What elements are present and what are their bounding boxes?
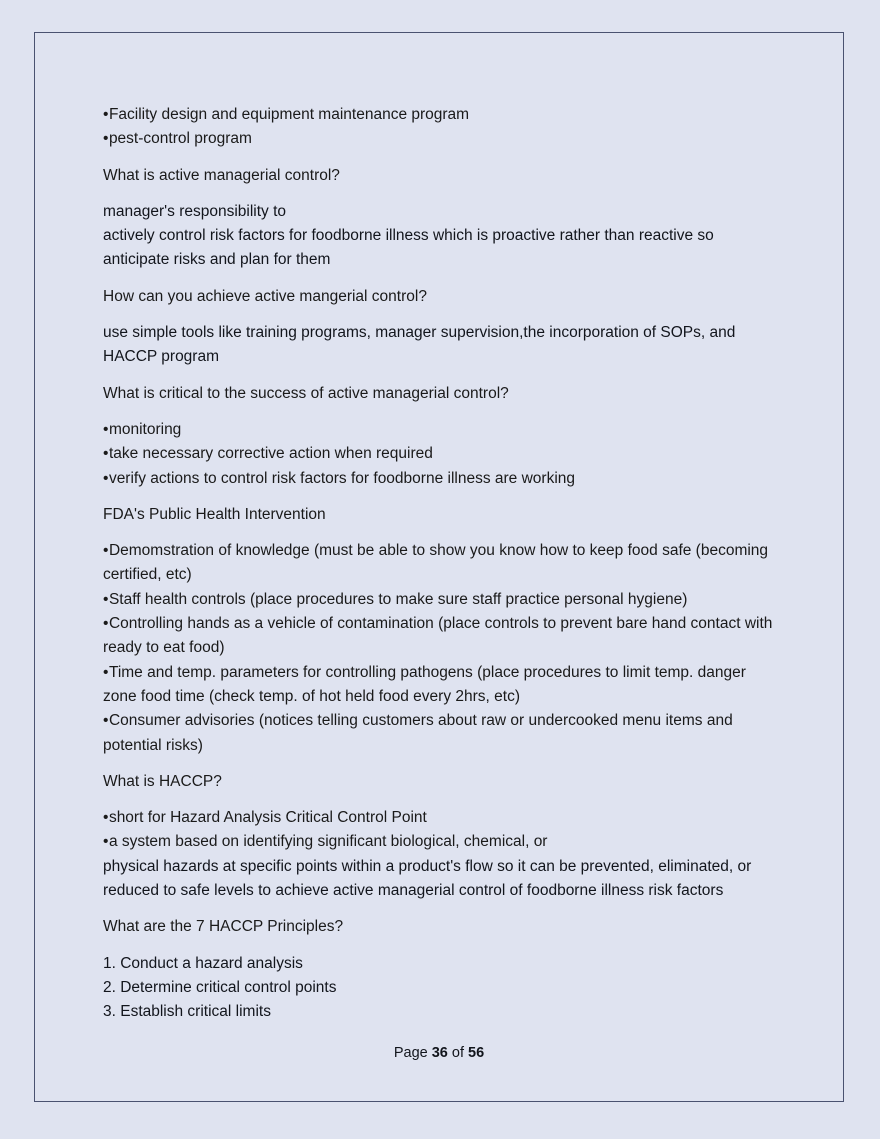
bullet-dot: • [103,420,109,438]
bullet-dot: • [103,809,109,827]
bullet-item [103,661,783,710]
numbered-item: 3. Establish critical limits [103,1003,271,1021]
numbered-item: 1. Conduct a hazard analysis [103,954,303,972]
question-heading: How can you achieve active mangerial control? [103,287,427,305]
spacer [103,406,783,418]
content-block [103,952,783,1025]
bullet-item [103,806,783,830]
spacer [103,940,783,952]
answer-line: actively control risk factors for foodborne illness which is proactive rather than reactive so anticipate risks and plan for them [103,227,714,269]
page-footer [35,1045,843,1061]
answer-line: physical hazards at specific points within a product's flow so it can be prevented, eliminated, or reduced to safe levels to achieve active managerial control of foodborne illness risk factors [103,857,752,900]
bullet-text: a system based on identifying significant biological, chemical, or [108,833,548,851]
question-heading: What is critical to the success of active managerial control? [103,384,509,402]
spacer [103,309,783,321]
spacer [103,903,783,915]
bullet-text: Consumer advisories (notices telling customers about raw or undercooked menu items and potential risks) [103,712,737,754]
bullet-dot: • [103,712,109,730]
footer-prefix: Page [393,1045,432,1061]
bullet-dot: • [103,130,109,148]
bullet-dot: • [103,445,109,463]
document-page [34,32,844,1102]
answer-line: use simple tools like training programs, manager supervision,the incorporation of SOPs, and HACCP program [103,324,736,366]
bullet-dot: • [103,663,109,681]
bullet-text: monitoring [108,420,182,438]
spacer [103,273,783,285]
spacer [103,152,783,164]
bullet-item [103,588,783,612]
numbered-item: 2. Determine critical control points [103,978,337,996]
spacer [103,370,783,382]
bullet-text: Facility design and equipment maintenance program [108,106,470,123]
footer-middle: of [447,1045,469,1061]
footer-total-pages: 56 [468,1045,485,1061]
content-block [103,418,783,491]
bullet-item [103,539,783,588]
spacer [103,188,783,200]
content-block [103,539,783,758]
spacer [103,794,783,806]
bullet-item [103,709,783,758]
bullet-text: Demomstration of knowledge (must be able to show you know how to keep food safe (becoming certified, etc) [103,542,773,584]
bullet-item [103,442,783,466]
bullet-item [103,127,783,151]
bullet-text: verify actions to control risk factors for foodborne illness are working [108,469,575,487]
bullet-dot: • [103,106,109,123]
bullet-item [103,418,783,442]
bullet-item [103,830,783,854]
page-content [103,103,783,1025]
bullet-dot: • [103,542,109,560]
bullet-text: Time and temp. parameters for controlling pathogens (place procedures to limit temp. danger zone food time (check temp. of hot held food every 2hrs, etc) [103,663,751,705]
bullet-dot: • [103,469,109,487]
question-heading: What are the 7 HACCP Principles? [103,918,344,936]
content-block [103,806,783,903]
answer-line: manager's responsibility to [103,202,287,220]
content-block [103,103,783,152]
bullet-text: pest-control program [108,130,252,148]
question-heading: What is active managerial control? [103,166,340,184]
bullet-item [103,103,783,127]
question-heading: What is HACCP? [103,772,222,790]
bullet-dot: • [103,833,109,851]
content-block [103,321,783,370]
bullet-text: Controlling hands as a vehicle of contamination (place controls to prevent bare hand contact with ready to eat food) [103,615,777,657]
bullet-dot: • [103,590,109,608]
bullet-text: short for Hazard Analysis Critical Control Point [108,809,427,827]
bullet-text: Staff health controls (place procedures to make sure staff practice personal hygiene) [108,590,688,608]
bullet-item [103,612,783,661]
spacer [103,491,783,503]
bullet-item [103,467,783,491]
bullet-dot: • [103,615,109,633]
spacer [103,758,783,770]
content-block [103,200,783,273]
question-heading: FDA's Public Health Intervention [103,505,326,523]
bullet-text: take necessary corrective action when required [108,445,433,463]
footer-current-page: 36 [431,1045,448,1061]
spacer [103,527,783,539]
